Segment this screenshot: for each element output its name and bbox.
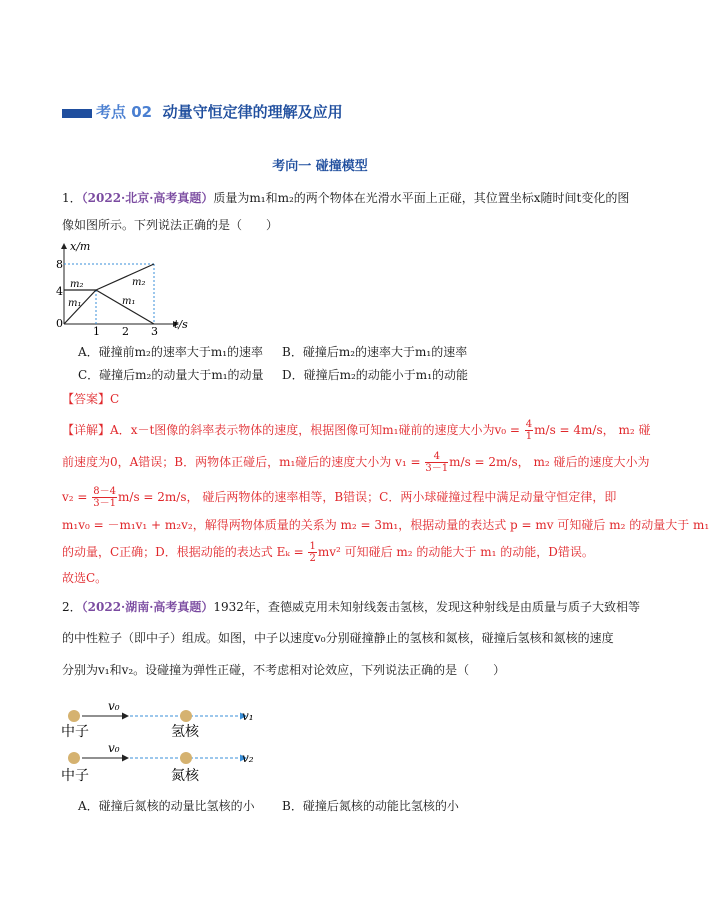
q2-source: （2022·湖南·高考真题） [81, 600, 214, 614]
q1-source: （2022·北京·高考真题） [81, 191, 214, 205]
x-axis-label: t/s [174, 318, 188, 331]
q1-stem-line1: 1．（2022·北京·高考真题）质量为m₁和m₂的两个物体在光滑水平面上正碰，其位置坐标x随时间t变化的图 [62, 191, 630, 205]
hydrogen-label: 氢核 [171, 724, 199, 740]
q1-expl-line5: 的动量，C正确；D．根据动能的表达式 Eₖ = $\frac{1}{2}$ mv² 可知碰后 m₂ 的动能大于 m₁ 的动能，D错误。 [62, 541, 594, 564]
label-m2-before: m₂ [70, 279, 84, 290]
x-tick-1: 1 [93, 325, 100, 338]
label-m1-after: m₁ [122, 296, 136, 307]
x-tick-3: 3 [151, 325, 158, 338]
neutron-2 [68, 752, 80, 764]
q1-option-d[interactable]: D．碰撞后m₂的动能小于m₁的动能 [282, 368, 469, 382]
q2-stem-line1: 2．（2022·湖南·高考真题）1932年，查德威克用未知射线轰击氢核，发现这种射线是由质量与质子大致相等 [62, 600, 640, 614]
xt-graph [52, 238, 202, 338]
hydrogen-nucleus [180, 710, 192, 722]
y-tick-0: 0 [56, 317, 63, 330]
fraction-4-1: $\frac{4}{1}$ [525, 419, 533, 442]
label-m2-after: m₂ [132, 277, 146, 288]
q1-expl-line4: m₁v₀ = －m₁v₁ + m₂v₂，解得两物体质量的关系为 m₂ = 3m₁，根据动量的表达式 p = mv 可知碰后 m₂ 的动量大于 m₁ [62, 518, 709, 532]
neutron-1 [68, 710, 80, 722]
neutron-label-1: 中子 [61, 724, 89, 740]
fraction-4-3: $\frac{8-4}{3-1}$ [93, 486, 117, 509]
q2-option-b[interactable]: B．碰撞后氮核的动能比氢核的小 [282, 799, 459, 813]
v2-label: v₂ [242, 751, 254, 765]
v1-label: v₁ [242, 709, 254, 723]
fraction-1-2: $\frac{1}{2}$ [309, 541, 316, 564]
y-axis-label: x/m [70, 240, 91, 253]
nitrogen-nucleus [180, 752, 192, 764]
q1-option-c[interactable]: C．碰撞后m₂的动量大于m₁的动量 [78, 368, 264, 382]
header-bar [62, 109, 92, 118]
v0-label-2: v₀ [108, 741, 120, 755]
q1-stem-line2: 像如图所示。下列说法正确的是（ ） [62, 218, 279, 232]
page-title: 考点 02 动量守恒定律的理解及应用 [96, 103, 343, 121]
x-tick-2: 2 [122, 325, 129, 338]
q1-answer: 【答案】C [62, 392, 120, 406]
collision-diagram [56, 696, 276, 786]
q1-expl-line2: 前速度为0，A错误；B．两物体正碰后，m₁碰后的速度大小为 v₁ = $\frac{4}{3-1}$ m/s = 2m/s， m₂ 碰后的速度大小为 [62, 451, 650, 474]
fraction-4-2: $\frac{4}{3-1}$ [425, 451, 449, 474]
v0-label-1: v₀ [108, 699, 120, 713]
nitrogen-label: 氮核 [171, 768, 199, 784]
y-tick-8: 8 [56, 258, 63, 271]
q2-stem-line3: 分别为v₁和v₂。设碰撞为弹性正碰，不考虑相对论效应，下列说法正确的是（ ） [62, 663, 506, 677]
y-tick-4: 4 [56, 285, 63, 298]
q2-option-a[interactable]: A．碰撞后氮核的动量比氢核的小 [78, 799, 255, 813]
q1-expl-line1: 【详解】A．x－t图像的斜率表示物体的速度，根据图像可知m₁碰前的速度大小为v₀ = $\frac{4}{1}$ m/s = 4m/s， m₂ 碰 [62, 419, 651, 442]
subheading: 考向一 碰撞模型 [272, 159, 368, 174]
q1-option-a[interactable]: A．碰撞前m₂的速率大于m₁的速率 [78, 345, 264, 359]
label-m1-before: m₁ [68, 298, 82, 309]
q2-stem-line2: 的中性粒子（即中子）组成。如图，中子以速度v₀分别碰撞静止的氢核和氮核，碰撞后氢核和氮核的速度 [62, 631, 614, 645]
q1-conclusion: 故选C。 [62, 571, 108, 585]
neutron-label-2: 中子 [61, 768, 89, 784]
q1-option-b[interactable]: B．碰撞后m₂的速率大于m₁的速率 [282, 345, 468, 359]
q1-expl-line3: v₂ = $\frac{8-4}{3-1}$ m/s = 2m/s， 碰后两物体的速率相等，B错误；C．两小球碰撞过程中满足动量守恒定律，即 [62, 486, 617, 509]
